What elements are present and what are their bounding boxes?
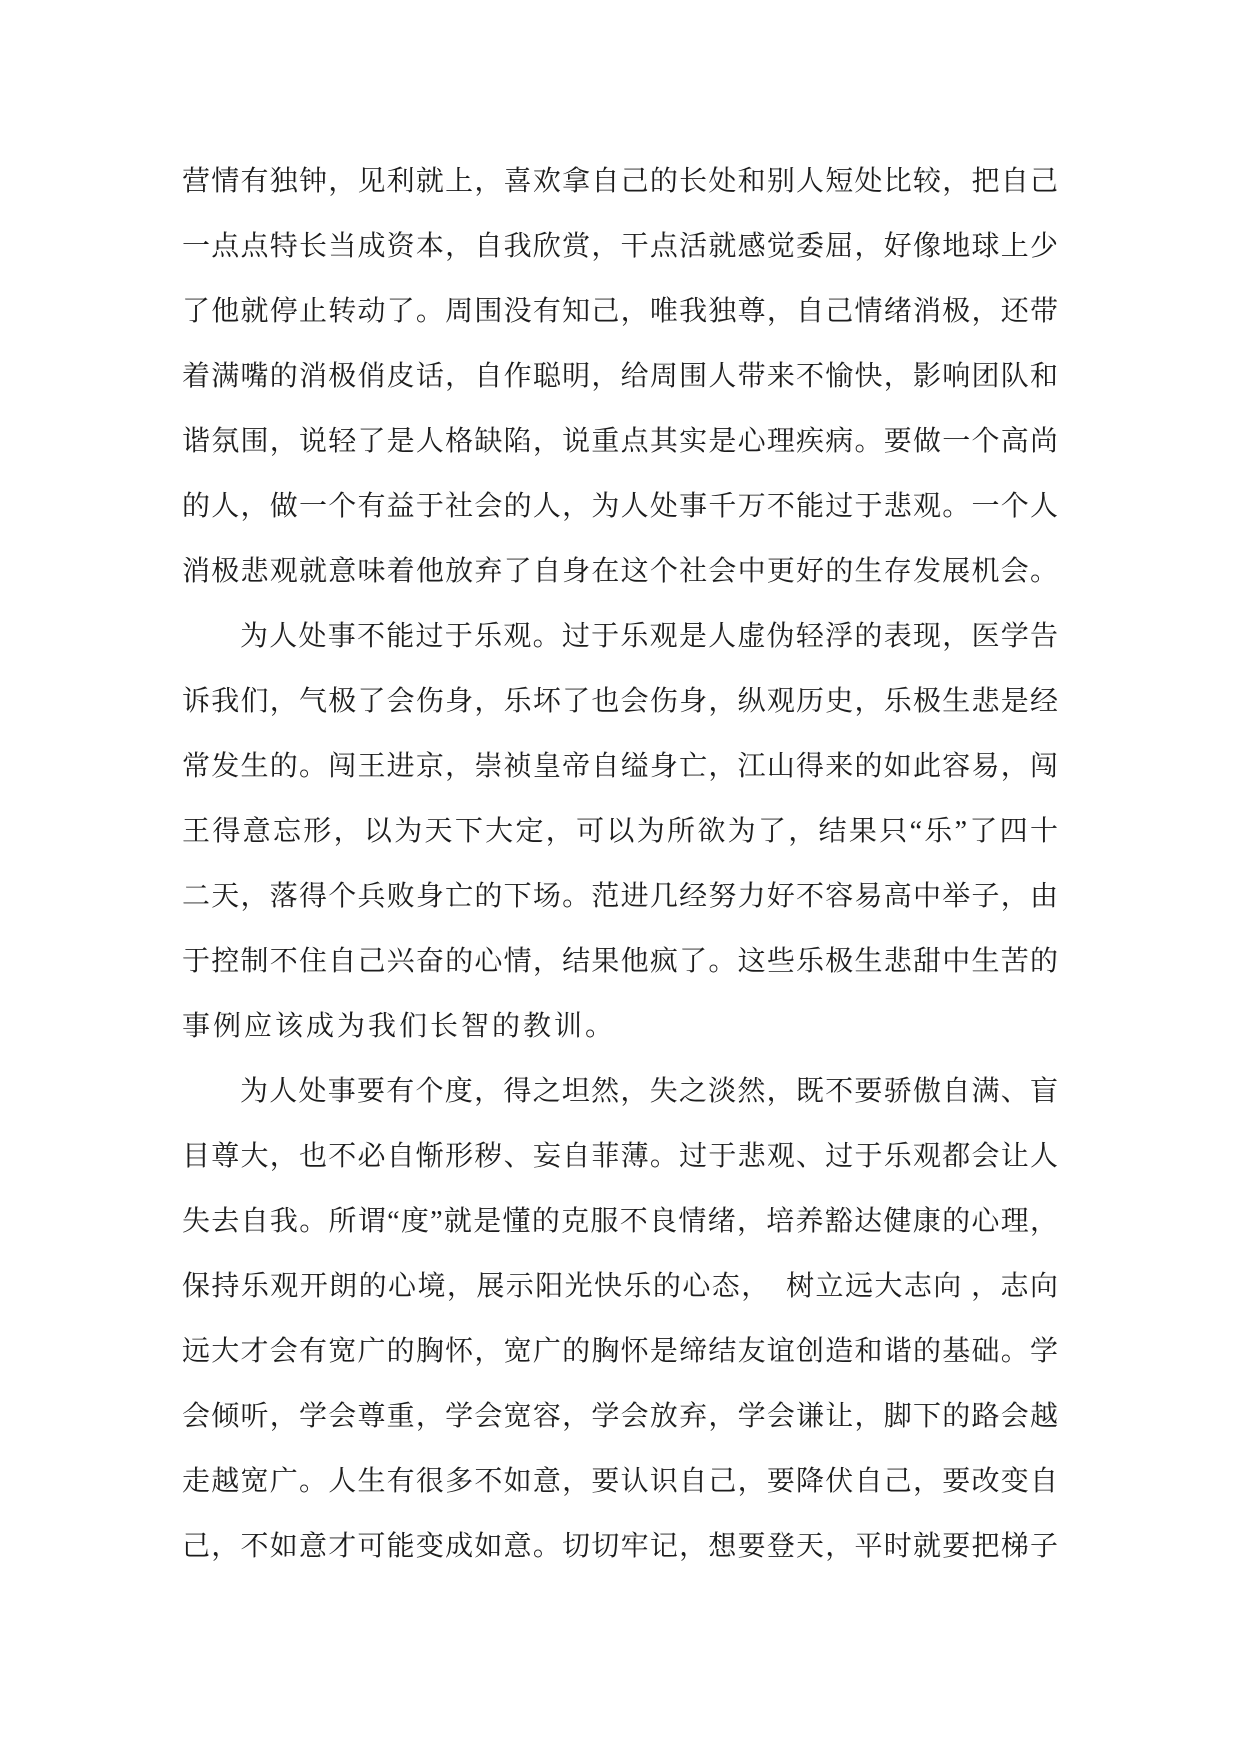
text-line: 于控制不住自己兴奋的心情，结果他疯了。这些乐极生悲甜中生苦的 bbox=[182, 946, 1058, 977]
text-line: 诉我们，气极了会伤身，乐坏了也会伤身，纵观历史，乐极生悲是经 bbox=[182, 686, 1058, 717]
text-line: 失去自我。所谓“度”就是懂的克服不良情绪，培养豁达健康的心理， bbox=[182, 1206, 1058, 1237]
text-line: 走越宽广。人生有很多不如意，要认识自己，要降伏自己，要改变自 bbox=[182, 1466, 1058, 1497]
text-line: 了他就停止转动了。周围没有知己，唯我独尊，自己情绪消极，还带 bbox=[182, 296, 1058, 327]
text-line: 着满嘴的消极俏皮话，自作聪明，给周围人带来不愉快，影响团队和 bbox=[182, 361, 1058, 392]
text-line: 事例应该成为我们长智的教训。 bbox=[182, 1011, 617, 1042]
text-line: 王得意忘形，以为天下大定，可以为所欲为了，结果只“乐”了四十 bbox=[182, 816, 1058, 847]
text-line: 二天，落得个兵败身亡的下场。范进几经努力好不容易高中举子，由 bbox=[182, 881, 1058, 912]
text-line: 为人处事要有个度，得之坦然，失之淡然，既不要骄傲自满、盲 bbox=[240, 1076, 1058, 1107]
text-line: 谐氛围，说轻了是人格缺陷，说重点其实是心理疾病。要做一个高尚 bbox=[182, 426, 1058, 457]
text-line: 为人处事不能过于乐观。过于乐观是人虚伪轻浮的表现，医学告 bbox=[240, 621, 1058, 652]
text-line: 的人，做一个有益于社会的人，为人处事千万不能过于悲观。一个人 bbox=[182, 491, 1058, 522]
text-line: 远大才会有宽广的胸怀，宽广的胸怀是缔结友谊创造和谐的基础。学 bbox=[182, 1336, 1058, 1367]
text-line: 己，不如意才可能变成如意。切切牢记，想要登天，平时就要把梯子 bbox=[182, 1531, 1058, 1562]
text-line: 会倾听，学会尊重，学会宽容，学会放弃，学会谦让，脚下的路会越 bbox=[182, 1401, 1058, 1432]
text-line: 消极悲观就意味着他放弃了自身在这个社会中更好的生存发展机会。 bbox=[182, 556, 1058, 587]
text-line: 目尊大，也不必自惭形秽、妄自菲薄。过于悲观、过于乐观都会让人 bbox=[182, 1141, 1058, 1172]
essay-text-block bbox=[182, 149, 1058, 1579]
text-line: 一点点特长当成资本，自我欣赏，干点活就感觉委屈，好像地球上少 bbox=[182, 231, 1058, 262]
text-line: 常发生的。闯王进京，崇祯皇帝自缢身亡，江山得来的如此容易，闯 bbox=[182, 751, 1058, 782]
text-line: 保持乐观开朗的心境，展示阳光快乐的心态， 树立远大志向 ，志向 bbox=[182, 1271, 1058, 1302]
text-line: 营情有独钟，见利就上，喜欢拿自己的长处和别人短处比较，把自己 bbox=[182, 166, 1058, 197]
